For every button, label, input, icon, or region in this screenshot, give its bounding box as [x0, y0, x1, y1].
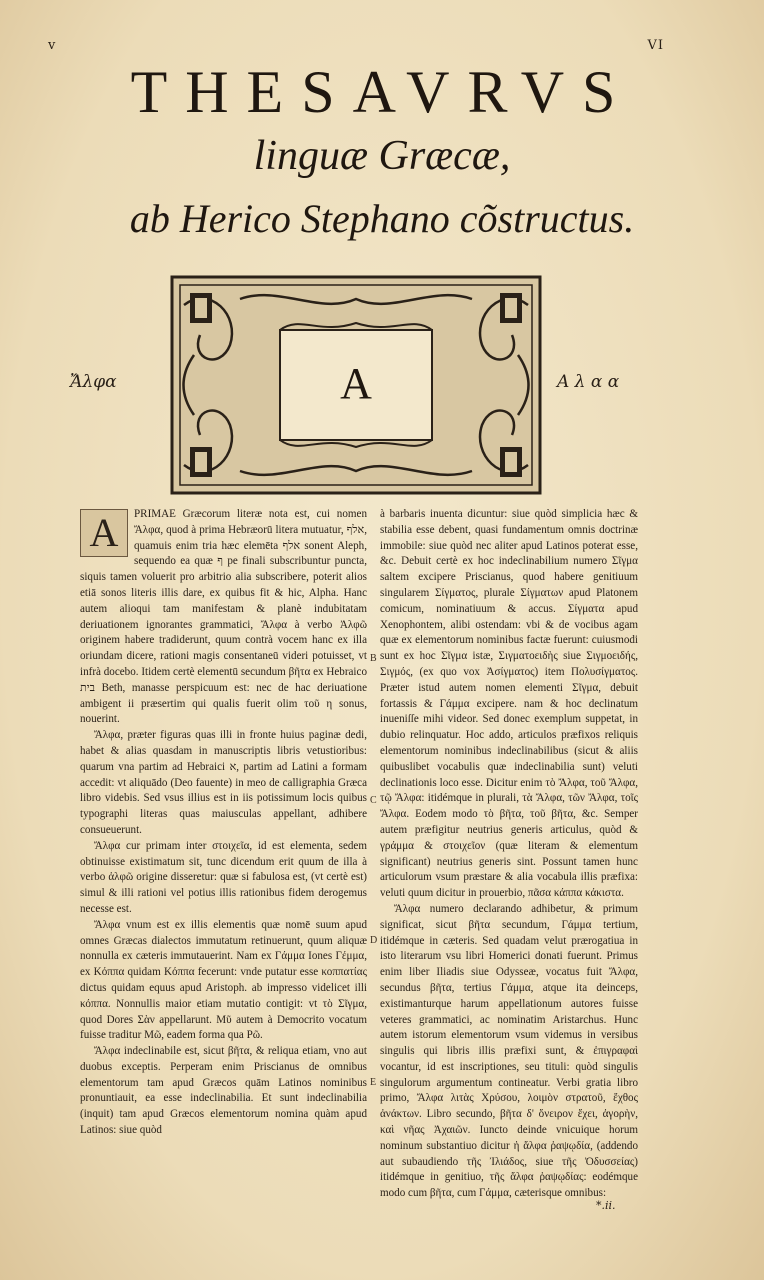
paragraph: Ἄλφα cur primam inter στοιχεῖα, id est elementa, sedem obtinuisse existimatum sit, tunc dicendum erit quum de illa à verbo ἀλφῶ origine disseretur: quæ si fabulosa est, (vt certè est) simul & illi rationi vel potius illis rationibus fidem derogemus necesse est. [80, 839, 367, 915]
folio-left: v [48, 38, 57, 53]
paragraph: Ἄλφα indeclinabile est, sicut βῆτα, & reliqua etiam, vno aut duobus exceptis. Perperam enim Priscianus de omnibus elementorum tam apud Græcos quām Latinos nominibus pronuntiauit, ea esse indeclinabilia. Et sunt indeclinabilia (inquit) tam apud Græcos elementorum nomina quàm apud Latinos: siue quòd [80, 1045, 367, 1137]
title-author: ab Herico Stephano cõstructus. [129, 196, 635, 241]
folio-right: VI [647, 38, 664, 53]
margin-letter-e: E [370, 1077, 377, 1088]
signature-mark: *.ii. [596, 1199, 616, 1212]
paragraph: A PRIMAE Græcorum literæ nota est, cui nomen Ἄλφα, quod à prima Hebræorū litera mutuatur, אלף, quamuis enim tria hæc elemēta אלף sonent Aleph, sequendo ea quæ ף pe finali subscribuntur puncta, siquis tamen voluerit pro arbitrio alia subscribere, poterit alios etiā sonos literis illis dare, ex quibus fit & hic, Alpha. Hanc autem alioqui tam manifestam & planè indubitatam deriuationem ignorantes grammatici, Ἄλφα à verbo Ἀλφῶ originem habere tradiderunt, quum contrà vocem hanc ex illa oriundam dicere, rationi magis consentaneū videri potuisset, vt infrà docebo. Itidem certè elementū secundum βῆτα ex Hebraico בית Beth, manasse perspicuum est: nec de hac deriuatione ambigent ii præsertim qui qualis fuerit olim τοῦ η sonus, nouerint. [80, 508, 367, 726]
text-column-left [80, 507, 367, 1139]
paragraph: Ἄλφα, præter figuras quas illi in fronte huius paginæ dedi, habet & alias quasdam in manuscriptis libris vetustioribus: quarum vna partim ad Hebraici א, partim ad Latini a formam accedit: vt aliquādo (Deo fauente) in meo de calligraphia Græca libro videbis. Sed vsus illius est in iis potissimum locis quibus typographi literas quas maiusculas appellant, adhibere consueuerunt. [80, 729, 367, 836]
title-thesaurus: THESAVRVS [130, 59, 634, 125]
drop-cap: A [80, 509, 128, 557]
paragraph: Ἄλφα vnum est ex illis elementis quæ nomē suum apud omnes Græcas dialectos immutatum retinuerunt, quum aliquæ nonnulla ex cæteris immutauerint. Nam ex Γάμμα Iones Γέμμα, ex Κόππα quidam Κόππα fecerunt: vnde putatur esse κοππατίας dictus quidam equus apud Aristoph. ab impresso videlicet illi κόππα. Nonnullis maior etiam mutatio contigit: vt τὸ Σῖγμα, quod Dores Σὰν appellarunt. Μῦ autem à Democrito vocatum fuisse traditur Μῶ, eadem forma qua Ρῶ. [80, 918, 367, 1042]
ornamental-initial-frame [170, 275, 542, 495]
text-column-right [380, 507, 638, 1202]
title-subtitle: linguæ Græcæ, [253, 133, 511, 179]
margin-letter-d: D [370, 935, 378, 946]
margin-letter-c: C [370, 795, 377, 806]
margin-letter-b: B [370, 653, 377, 664]
ornament-label-right: Α λ α α [557, 372, 620, 392]
ornament-letter: A [340, 359, 372, 408]
paragraph: Ἄλφα numero declarando adhibetur, & primum significat, sicut βῆτα secundum, Γάμμα tertium, itidémque in cæteris. Sed quadam velut prærogatiua in isto literarum vsu libri Homerici donati fuerunt. Primus enim liber Iliadis siue Odysseæ, vocatus fuit Ἄλφα, secundus βῆτα, tertius Γάμμα, atque ita deinceps, existimanturque harum appellationum autores fuisse veteres grammatici, ac nominatim Aristarchus. Hunc autem istorum elementorum vsum videmus in versibus singulis qui libris illis præfixi sunt, & ἐπιγραφαὶ vocantur, id est inscriptiones, seu tituli: quòd singulis singulorum argumentum contineatur. Verbi gratia libro primo, Ἄλφα λιτὰς Χρύσου, λοιμὸν στρατοῦ, ἔχθος ἀνάκτων. Libro secundo, βῆτα δ' ὄνειρον ἔχει, ἀγορὴν, καὶ νῆας Ἀχαιῶν. Iuncto deinde vnicuique horum nominum substantiuo dicitur ἡ ἄλφα ῥαψῳδία, (addendo aut subaudiendo τῆς Ἰλιάδος, siue τῆς Ὀδυσσείας) itidémque in genitiuo, τῆς ἄλφα ῥαψῳδίας: eodémque modo cum βῆτα, cum Γάμμα, cæterisque omnibus: [380, 902, 638, 1200]
paragraph: à barbaris inuenta dicuntur: siue quòd simplicia hæc & stabilia esse debent, quasi fundamentum omnis doctrinæ immobile: siue quòd nec aliter apud Latinos poterat esse, &c. Debuit certè ex hoc indeclinabilium numero Σῖγμα saltem excipere Priscianus, quod habere genitiuum singularem Σίγματος, plurale Σίγματων apud Platonem comicum, nominatiuum & accus. Σίγματα apud Xenophontem, alibi ostendam: vbi & de vocibus agam quæ ex elementorum nominibus factæ fuerunt: cuiusmodi sunt ex hoc Σῖγμα istæ, Σιγματοειδὴς siue Σιγμοειδής, Σιγμός, (ex quo vox Ἀσίγματος) item Πολυσίγματος. Præter istud autem nomen elementi Σῖγμα, debuit fortassis & Γάμμα excipere. nam & hoc declinatum inueniſſe mihi videor. Sed donec exemplum suppetat, in dubio relinquatur. Hoc addo, articulos præfixos reliquis elementorum nominibus indeclinabilibus (sicut & aliis quibuslibet vocabulis quæ indeclinabilia sunt) veluti declinationis loco esse. Dicitur enim τὸ Ἄλφα, τοῦ Ἄλφα, τῷ Ἄλφα: itidémque in plurali, τὰ Ἄλφα, τῶν Ἄλφα, τοῖς Ἄλφα. Eodem modo τὸ βῆτα, τοῦ βῆτα, &c. Semper autem præfigitur neutrius generis articulus, quòd & γράμμα & στοιχεῖον (quæ literam & elementum significant) neutrius generis sint. Possunt tamen hunc articulorum vsum præstare & alia vocabula illis præfixa: veluti quum dicitur in prouerbio, πᾶσα κάππα κάκιστα. [380, 508, 638, 900]
ornament-label-left: Ἄλφα [70, 372, 117, 392]
